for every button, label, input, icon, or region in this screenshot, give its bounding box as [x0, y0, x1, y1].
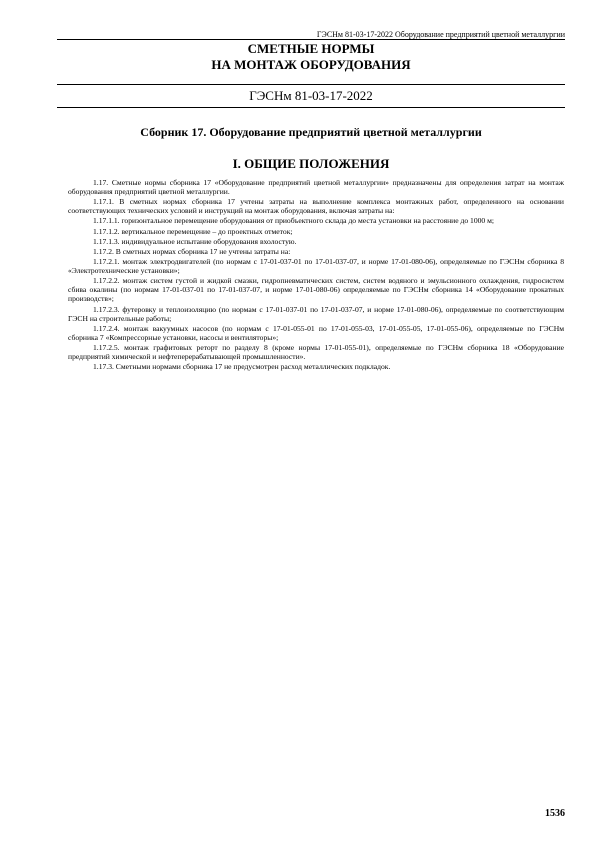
title-line-2: НА МОНТАЖ ОБОРУДОВАНИЯ: [211, 57, 411, 72]
paragraph: 1.17.1.3. индивидуальное испытание оборудования вхолостую.: [93, 236, 297, 246]
code-box: [57, 84, 565, 108]
collection-title: Сборник 17. Оборудование предприятий цветной металлургии: [140, 125, 482, 139]
paragraph: 1.17.2.1. монтаж электродвигателей (по нормам с 17-01-037-01 по 17-01-037-07, и норме 17-01-080-06), определяемые по ГЭСНм сборника 8 «Электротехнические установки»;: [68, 257, 564, 276]
running-header: ГЭСНм 81-03-17-2022 Оборудование предприятий цветной металлургии: [316, 30, 565, 39]
paragraph: 1.17.1.2. вертикальное перемещение – до проектных отметок;: [93, 226, 293, 236]
header-rule: [57, 39, 565, 40]
paragraph: 1.17.1. В сметных нормах сборника 17 учтены затраты на выполнение комплекса монтажных работ, определенного на основании соответствующих технических условий и инструкций на монтаж оборудования, включая затраты на:: [68, 197, 564, 216]
page-number: 1536: [545, 808, 565, 819]
paragraph: 1.17.2. В сметных нормах сборника 17 не учтены затраты на:: [93, 246, 291, 256]
paragraph: 1.17.2.5. монтаж графитовых реторт по разделу 8 (кроме нормы 17-01-055-01), определяемые по ГЭСНм сборника 18 «Оборудование предприятий химической и нефтеперерабатывающей промышленности».: [68, 342, 564, 361]
title-line-1: СМЕТНЫЕ НОРМЫ: [247, 41, 375, 56]
paragraph: 1.17.2.3. футеровку и теплоизоляцию (по нормам с 17-01-037-01 по 17-01-037-07, и норме 17-01-080-06), определяемые по соответствующим ГЭСН на строительные работы;: [68, 304, 564, 323]
section-title: I. ОБЩИЕ ПОЛОЖЕНИЯ: [232, 156, 390, 171]
paragraph: 1.17.3. Сметными нормами сборника 17 не предусмотрен расход металлических подкладок.: [93, 362, 391, 372]
paragraph: 1.17. Сметные нормы сборника 17 «Оборудование предприятий цветной металлургии» предназначены для определения затрат на монтаж оборудования предприятий цветной металлургии.: [68, 178, 564, 196]
paragraph: 1.17.1.1. горизонтальное перемещение оборудования от приобъектного склада до места установки на расстояние до 1000 м;: [93, 216, 495, 226]
document-code: ГЭСНм 81-03-17-2022: [249, 88, 373, 103]
paragraph: 1.17.2.2. монтаж систем густой и жидкой смазки, гидропневматических систем, систем водяного и эмульсионного охлаждения, гидросистем сбива окалины (по нормам 17-01-037-01 по 17-01-037-07, и норме 17-01-080-06) определяемые по ГЭСНм сборника 14 «Оборудование прокатных производств»;: [68, 276, 564, 304]
paragraph: 1.17.2.4. монтаж вакуумных насосов (по нормам с 17-01-055-01 по 17-01-055-03, 17-01-055-05, 17-01-055-06), определяемые по ГЭСНм сборника 7 «Компрессорные установки, насосы и вентиляторы»;: [68, 323, 564, 342]
body-text: [68, 178, 564, 372]
